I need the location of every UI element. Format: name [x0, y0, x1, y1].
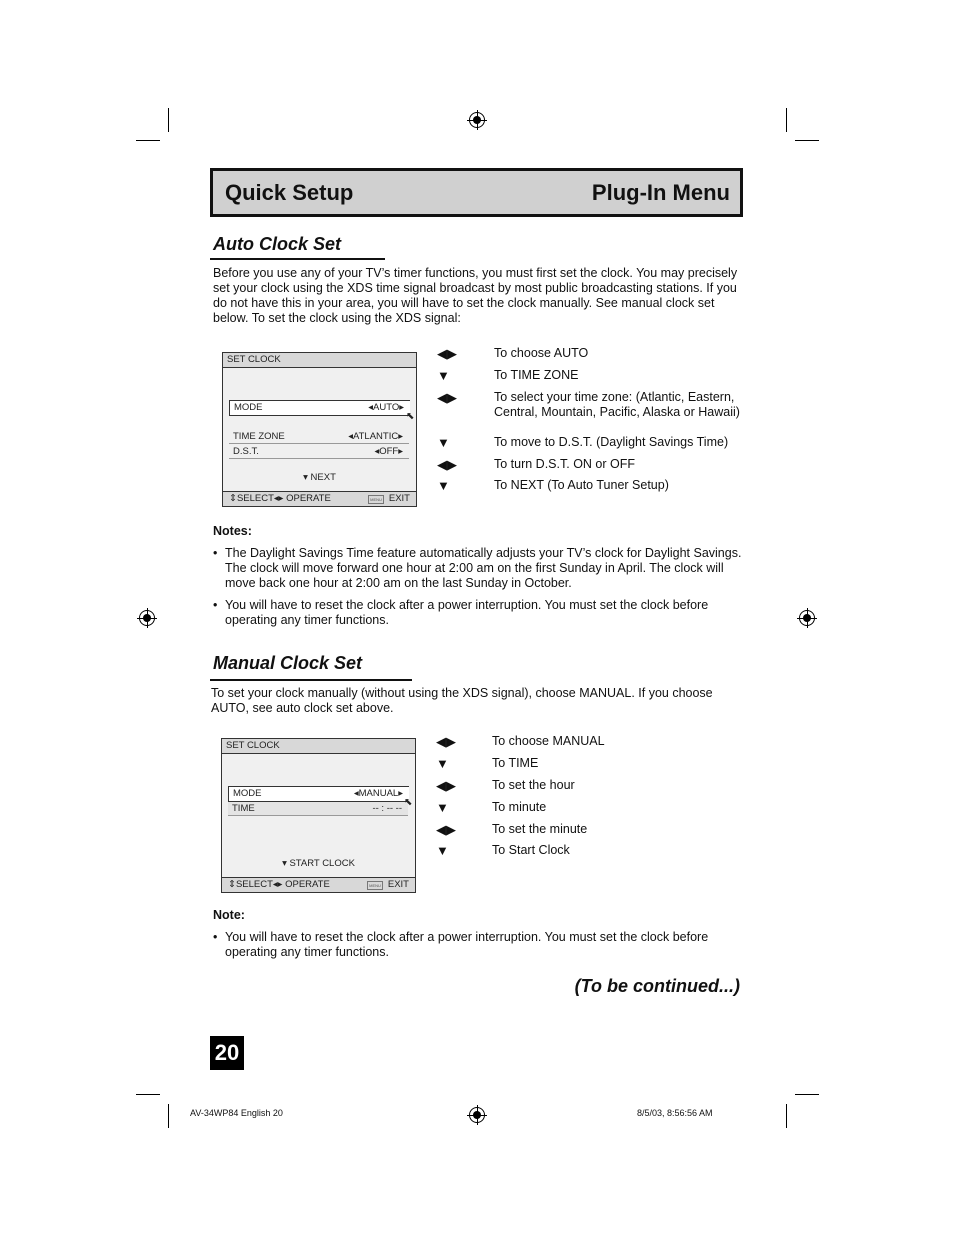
menu-row-label: D.S.T. [233, 446, 259, 457]
note-bullet: • You will have to reset the clock after a power interruption. You must set the clock before operating any timer functions. [213, 598, 745, 628]
menu-key-icon: MENU [368, 495, 384, 504]
manual-set-clock-menu [221, 738, 416, 893]
header-left-title: Quick Setup [225, 180, 354, 205]
to-be-continued: (To be continued...) [574, 976, 740, 996]
step-description: To NEXT (To Auto Tuner Setup) [494, 478, 669, 492]
crop-mark [136, 1094, 160, 1095]
down-arrow-icon: ▼ [436, 800, 449, 815]
crop-mark [795, 1094, 819, 1095]
down-arrow-icon: ▼ [436, 756, 449, 771]
footer-left: AV-34WP84 English 20 [190, 1108, 283, 1118]
auto-intro-paragraph: Before you use any of your TV’s timer functions, you must first set the clock. You may precisely set your clock using the XDS time signal broadcast by most public broadcasting stations. If you do not have this in your area, you will have to set the clock manually. See manual clock set below. To set the clock using the XDS signal: [213, 266, 738, 325]
menu-row-value: OFF [379, 446, 399, 457]
menu-row-value: AUTO [373, 402, 400, 413]
down-arrow-icon: ▼ [437, 478, 450, 493]
registration-mark-icon [469, 112, 485, 128]
note-bullet: • You will have to reset the clock after a power interruption. You must set the clock before operating any timer functions. [213, 930, 745, 960]
step-description: To choose MANUAL [492, 734, 605, 748]
menu-row-value: MANUAL [358, 788, 399, 799]
manual-clock-set-heading: Manual Clock Set [213, 653, 363, 673]
menu-title: SET CLOCK [222, 739, 415, 754]
crop-mark [786, 1104, 787, 1128]
right-caret-icon: ▸ [398, 788, 403, 799]
crop-mark [136, 140, 160, 141]
page-number: 20 [210, 1036, 244, 1070]
menu-row-label: MODE [234, 402, 263, 413]
right-caret-icon: ▸ [398, 431, 403, 442]
menu-row-label: MODE [233, 788, 262, 799]
footer-right: 8/5/03, 8:56:56 AM [637, 1108, 713, 1118]
menu-row-mode[interactable] [228, 786, 409, 802]
left-right-arrows-icon: ◀▶ [437, 346, 457, 361]
menu-footer-exit: EXIT [388, 493, 410, 504]
menu-footer-select-operate: ⇕SELECT◂▸ OPERATE [229, 493, 331, 504]
step-description: To move to D.S.T. (Daylight Savings Time) [494, 435, 729, 449]
pointer-cursor-icon: ⬉ [406, 411, 415, 422]
step-description: To set the hour [492, 778, 575, 792]
down-arrow-icon: ▼ [437, 368, 450, 383]
menu-title: SET CLOCK [223, 353, 416, 368]
step-description: To set the minute [492, 822, 588, 836]
down-arrow-icon: ▼ [436, 843, 449, 858]
heading-underline [210, 679, 412, 681]
registration-mark-icon [799, 610, 815, 626]
notes-heading: Notes: [213, 524, 252, 538]
crop-mark [795, 140, 819, 141]
step-description: To TIME ZONE [494, 368, 579, 382]
left-right-arrows-icon: ◀▶ [436, 734, 456, 749]
note-heading: Note: [213, 908, 245, 922]
menu-row-time-zone[interactable] [229, 430, 409, 444]
menu-key-icon: MENU [367, 881, 383, 890]
menu-row-dst[interactable] [229, 445, 409, 459]
step-description: To choose AUTO [494, 346, 589, 360]
left-caret-icon: ◂ [353, 788, 359, 799]
left-caret-icon: ◂ [348, 431, 353, 442]
left-caret-icon: ◂ [368, 402, 373, 413]
note-bullet: • The Daylight Savings Time feature automatically adjusts your TV’s clock for Daylight Savings. The clock will move forward one hour at 2:00 am on the first Sunday in April. The clock will move back one hour at 2:00 am on the last Sunday in October. [213, 546, 745, 591]
left-right-arrows-icon: ◀▶ [436, 778, 456, 793]
step-description: To Start Clock [492, 843, 570, 857]
pointer-cursor-icon: ⬉ [404, 797, 413, 808]
step-description: To TIME [492, 756, 539, 770]
menu-row-label: TIME [232, 803, 255, 814]
crop-mark [168, 108, 169, 132]
menu-next-item[interactable]: ▾ NEXT [303, 472, 336, 483]
down-arrow-icon: ▼ [437, 435, 450, 450]
menu-start-clock-item[interactable]: ▾ START CLOCK [282, 858, 355, 869]
menu-footer-select-operate: ⇕SELECT◂▸ OPERATE [228, 879, 330, 890]
right-caret-icon: ▸ [399, 402, 404, 413]
step-description: To turn D.S.T. ON or OFF [494, 457, 635, 471]
crop-mark [168, 1104, 169, 1128]
heading-underline [210, 258, 385, 260]
menu-row-time[interactable] [228, 802, 408, 816]
menu-row-value: -- : -- -- [372, 803, 402, 814]
menu-row-label: TIME ZONE [233, 431, 285, 442]
header-right-title: Plug-In Menu [591, 180, 730, 205]
registration-mark-icon [469, 1107, 485, 1123]
menu-footer [222, 877, 415, 892]
right-caret-icon: ▸ [398, 446, 403, 457]
menu-row-value: ATLANTIC [353, 431, 399, 442]
auto-clock-set-heading: Auto Clock Set [213, 234, 342, 254]
auto-set-clock-menu [222, 352, 417, 507]
menu-row-mode[interactable] [229, 400, 410, 416]
crop-mark [786, 108, 787, 132]
left-right-arrows-icon: ◀▶ [437, 457, 457, 472]
section-header [210, 168, 743, 217]
manual-intro-paragraph: To set your clock manually (without using the XDS signal), choose MANUAL. If you choose AUTO, see auto clock set above. [211, 686, 713, 715]
left-caret-icon: ◂ [374, 446, 380, 457]
step-description: To select your time zone: (Atlantic, Eastern, Central, Mountain, Pacific, Alaska or Hawaii) [494, 390, 740, 419]
menu-footer [223, 491, 416, 506]
menu-footer-exit: EXIT [387, 879, 409, 890]
registration-mark-icon [139, 610, 155, 626]
step-description: To minute [492, 800, 547, 814]
left-right-arrows-icon: ◀▶ [437, 390, 457, 405]
left-right-arrows-icon: ◀▶ [436, 822, 456, 837]
